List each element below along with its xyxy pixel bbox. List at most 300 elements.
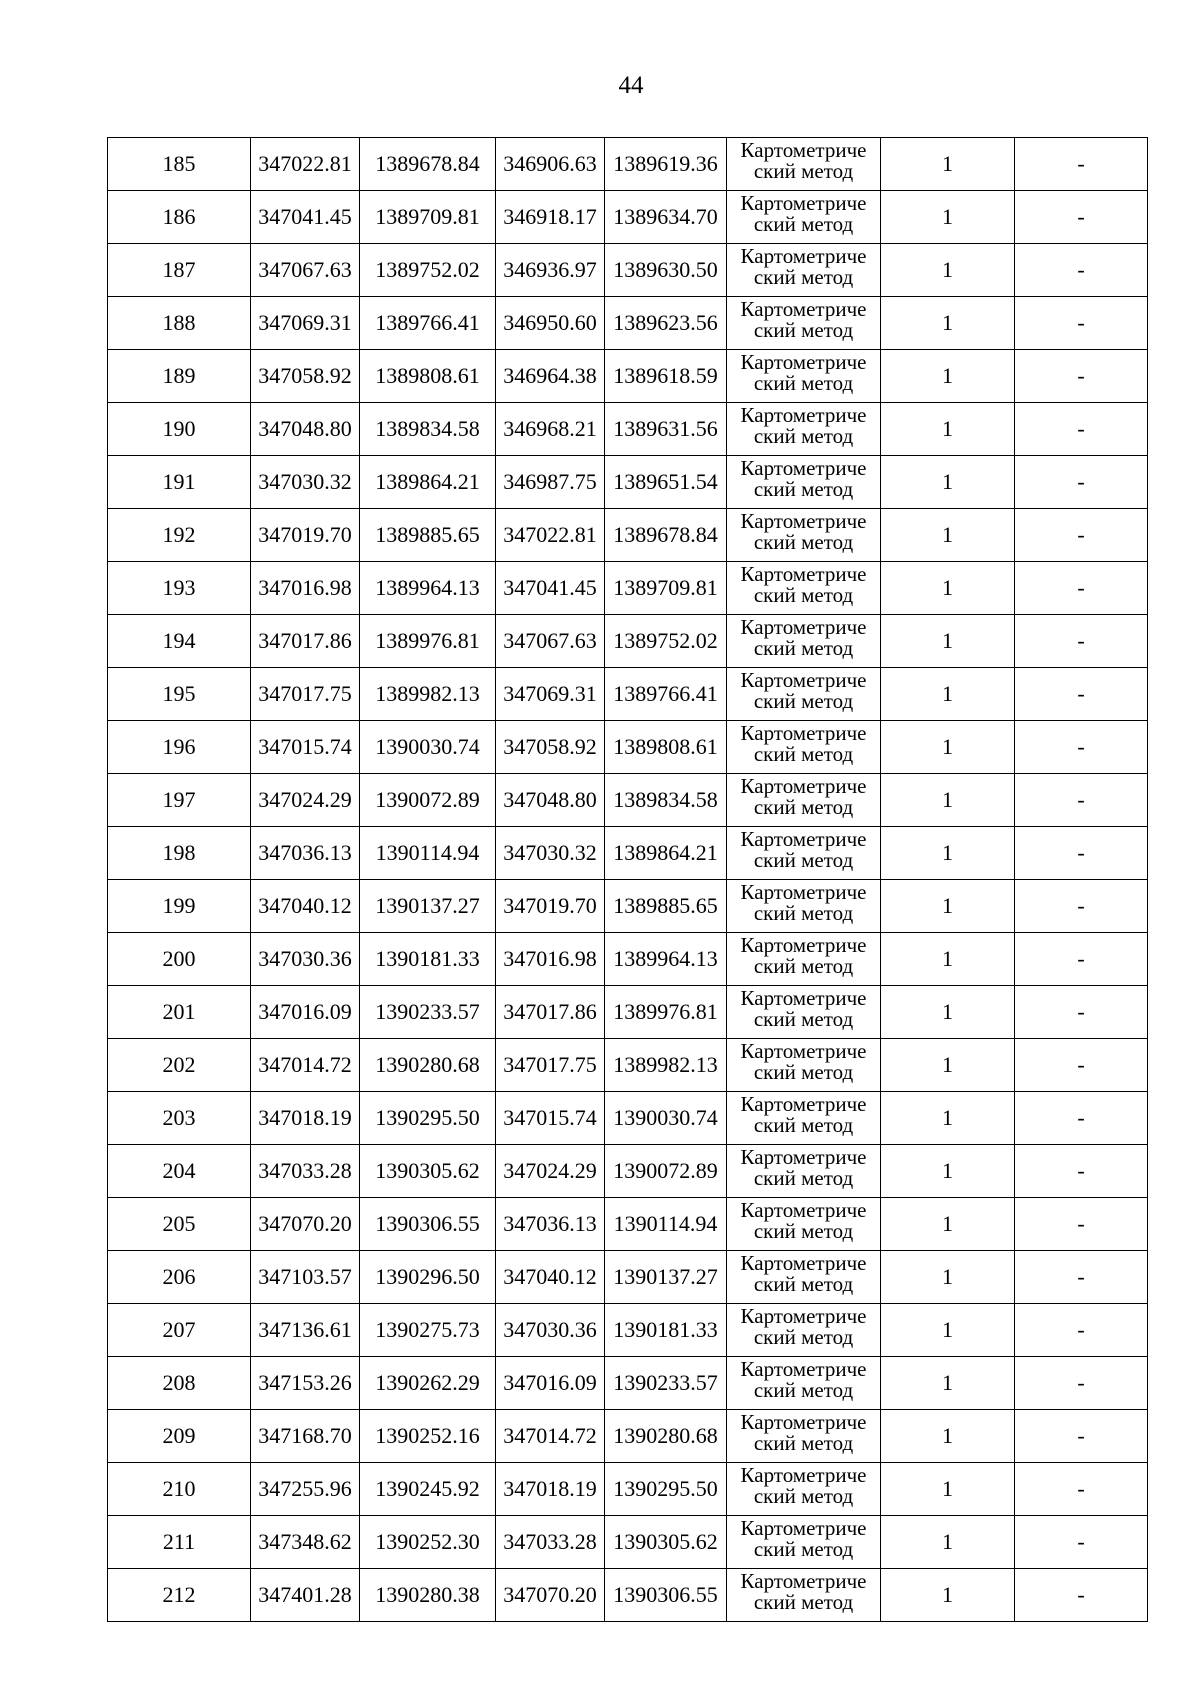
point-number-cell: 206 bbox=[108, 1251, 251, 1304]
x-coordinate-cell: 347014.72 bbox=[251, 1039, 360, 1092]
x-coordinate-prev-cell: 347016.09 bbox=[496, 1357, 605, 1410]
x-coordinate-cell: 347024.29 bbox=[251, 774, 360, 827]
method-line-2: ский метод bbox=[753, 477, 854, 501]
note-cell: - bbox=[1015, 933, 1148, 986]
accuracy-cell: 1 bbox=[881, 933, 1015, 986]
point-number-cell: 204 bbox=[108, 1145, 251, 1198]
method-cell bbox=[727, 1569, 881, 1622]
table-row bbox=[108, 933, 1148, 986]
y-coordinate-prev-cell: 1389982.13 bbox=[605, 1039, 727, 1092]
method-line-1: Картометриче bbox=[740, 191, 867, 215]
method-line-1: Картометриче bbox=[740, 1251, 867, 1275]
y-coordinate-prev-cell: 1389766.41 bbox=[605, 668, 727, 721]
method-line-1: Картометриче bbox=[740, 1198, 867, 1222]
method-line-2: ский метод bbox=[753, 689, 854, 713]
x-coordinate-cell: 347153.26 bbox=[251, 1357, 360, 1410]
table-row bbox=[108, 244, 1148, 297]
x-coordinate-prev-cell: 347041.45 bbox=[496, 562, 605, 615]
table-row bbox=[108, 880, 1148, 933]
method-line-2: ский метод bbox=[753, 954, 854, 978]
method-cell bbox=[727, 1516, 881, 1569]
table-row bbox=[108, 774, 1148, 827]
x-coordinate-prev-cell: 347069.31 bbox=[496, 668, 605, 721]
method-line-1: Картометриче bbox=[740, 562, 867, 586]
point-number-cell: 190 bbox=[108, 403, 251, 456]
x-coordinate-cell: 347040.12 bbox=[251, 880, 360, 933]
method-line-2: ский метод bbox=[753, 1060, 854, 1084]
x-coordinate-prev-cell: 347019.70 bbox=[496, 880, 605, 933]
method-line-1: Картометриче bbox=[740, 244, 867, 268]
x-coordinate-cell: 347401.28 bbox=[251, 1569, 360, 1622]
note-cell: - bbox=[1015, 721, 1148, 774]
table-row bbox=[108, 615, 1148, 668]
y-coordinate-cell: 1390030.74 bbox=[360, 721, 496, 774]
y-coordinate-cell: 1390295.50 bbox=[360, 1092, 496, 1145]
table-row bbox=[108, 1304, 1148, 1357]
y-coordinate-cell: 1389808.61 bbox=[360, 350, 496, 403]
note-cell: - bbox=[1015, 456, 1148, 509]
point-number-cell: 203 bbox=[108, 1092, 251, 1145]
y-coordinate-cell: 1389752.02 bbox=[360, 244, 496, 297]
y-coordinate-cell: 1390296.50 bbox=[360, 1251, 496, 1304]
y-coordinate-prev-cell: 1390181.33 bbox=[605, 1304, 727, 1357]
page-number: 44 bbox=[618, 72, 644, 99]
method-cell bbox=[727, 1304, 881, 1357]
method-line-2: ский метод bbox=[753, 742, 854, 766]
point-number-cell: 188 bbox=[108, 297, 251, 350]
point-number-cell: 195 bbox=[108, 668, 251, 721]
table-row bbox=[108, 1039, 1148, 1092]
point-number-cell: 200 bbox=[108, 933, 251, 986]
point-number-cell: 205 bbox=[108, 1198, 251, 1251]
table-row bbox=[108, 1145, 1148, 1198]
x-coordinate-prev-cell: 347040.12 bbox=[496, 1251, 605, 1304]
table-row bbox=[108, 1569, 1148, 1622]
point-number-cell: 199 bbox=[108, 880, 251, 933]
x-coordinate-cell: 347030.36 bbox=[251, 933, 360, 986]
accuracy-cell: 1 bbox=[881, 1569, 1015, 1622]
y-coordinate-prev-cell: 1390072.89 bbox=[605, 1145, 727, 1198]
x-coordinate-cell: 347168.70 bbox=[251, 1410, 360, 1463]
method-line-2: ский метод bbox=[753, 1272, 854, 1296]
point-number-cell: 212 bbox=[108, 1569, 251, 1622]
method-cell bbox=[727, 933, 881, 986]
method-line-1: Картометриче bbox=[740, 1410, 867, 1434]
method-line-2: ский метод bbox=[753, 1166, 854, 1190]
accuracy-cell: 1 bbox=[881, 880, 1015, 933]
y-coordinate-prev-cell: 1389752.02 bbox=[605, 615, 727, 668]
note-cell: - bbox=[1015, 668, 1148, 721]
method-line-2: ский метод bbox=[753, 1113, 854, 1137]
accuracy-cell: 1 bbox=[881, 1304, 1015, 1357]
point-number-cell: 202 bbox=[108, 1039, 251, 1092]
table-row bbox=[108, 1198, 1148, 1251]
note-cell: - bbox=[1015, 1463, 1148, 1516]
x-coordinate-prev-cell: 347030.36 bbox=[496, 1304, 605, 1357]
method-line-1: Картометриче bbox=[740, 1357, 867, 1381]
y-coordinate-cell: 1389885.65 bbox=[360, 509, 496, 562]
x-coordinate-cell: 347018.19 bbox=[251, 1092, 360, 1145]
note-cell: - bbox=[1015, 880, 1148, 933]
table-row bbox=[108, 721, 1148, 774]
y-coordinate-cell: 1390114.94 bbox=[360, 827, 496, 880]
x-coordinate-cell: 347255.96 bbox=[251, 1463, 360, 1516]
method-line-1: Картометриче bbox=[740, 138, 867, 162]
accuracy-cell: 1 bbox=[881, 1357, 1015, 1410]
accuracy-cell: 1 bbox=[881, 403, 1015, 456]
point-number-cell: 194 bbox=[108, 615, 251, 668]
method-cell bbox=[727, 1410, 881, 1463]
y-coordinate-prev-cell: 1389618.59 bbox=[605, 350, 727, 403]
y-coordinate-cell: 1389964.13 bbox=[360, 562, 496, 615]
table-body bbox=[108, 138, 1148, 1622]
method-cell bbox=[727, 1357, 881, 1410]
accuracy-cell: 1 bbox=[881, 1516, 1015, 1569]
method-cell bbox=[727, 1145, 881, 1198]
method-line-2: ский метод bbox=[753, 1590, 854, 1614]
method-line-1: Картометриче bbox=[740, 1039, 867, 1063]
x-coordinate-prev-cell: 347014.72 bbox=[496, 1410, 605, 1463]
x-coordinate-prev-cell: 347018.19 bbox=[496, 1463, 605, 1516]
method-line-2: ский метод bbox=[753, 159, 854, 183]
note-cell: - bbox=[1015, 403, 1148, 456]
point-number-cell: 192 bbox=[108, 509, 251, 562]
method-line-1: Картометриче bbox=[740, 1304, 867, 1328]
y-coordinate-prev-cell: 1389678.84 bbox=[605, 509, 727, 562]
table-row bbox=[108, 986, 1148, 1039]
method-cell bbox=[727, 1092, 881, 1145]
note-cell: - bbox=[1015, 1569, 1148, 1622]
method-line-2: ский метод bbox=[753, 318, 854, 342]
method-cell bbox=[727, 1463, 881, 1516]
y-coordinate-prev-cell: 1389631.56 bbox=[605, 403, 727, 456]
method-cell bbox=[727, 350, 881, 403]
x-coordinate-prev-cell: 347036.13 bbox=[496, 1198, 605, 1251]
y-coordinate-cell: 1389709.81 bbox=[360, 191, 496, 244]
x-coordinate-prev-cell: 347048.80 bbox=[496, 774, 605, 827]
table-row bbox=[108, 1463, 1148, 1516]
method-cell bbox=[727, 880, 881, 933]
method-cell bbox=[727, 403, 881, 456]
point-number-cell: 211 bbox=[108, 1516, 251, 1569]
table-row bbox=[108, 562, 1148, 615]
note-cell: - bbox=[1015, 827, 1148, 880]
x-coordinate-cell: 347036.13 bbox=[251, 827, 360, 880]
table-row bbox=[108, 1092, 1148, 1145]
y-coordinate-prev-cell: 1389808.61 bbox=[605, 721, 727, 774]
method-line-2: ский метод bbox=[753, 530, 854, 554]
x-coordinate-cell: 347015.74 bbox=[251, 721, 360, 774]
method-cell bbox=[727, 1251, 881, 1304]
accuracy-cell: 1 bbox=[881, 1463, 1015, 1516]
note-cell: - bbox=[1015, 986, 1148, 1039]
accuracy-cell: 1 bbox=[881, 244, 1015, 297]
method-cell bbox=[727, 297, 881, 350]
y-coordinate-cell: 1389678.84 bbox=[360, 138, 496, 191]
x-coordinate-prev-cell: 347022.81 bbox=[496, 509, 605, 562]
method-line-2: ский метод bbox=[753, 795, 854, 819]
note-cell: - bbox=[1015, 615, 1148, 668]
point-number-cell: 208 bbox=[108, 1357, 251, 1410]
x-coordinate-cell: 347069.31 bbox=[251, 297, 360, 350]
note-cell: - bbox=[1015, 138, 1148, 191]
y-coordinate-cell: 1389766.41 bbox=[360, 297, 496, 350]
y-coordinate-prev-cell: 1390137.27 bbox=[605, 1251, 727, 1304]
y-coordinate-prev-cell: 1389834.58 bbox=[605, 774, 727, 827]
note-cell: - bbox=[1015, 1145, 1148, 1198]
accuracy-cell: 1 bbox=[881, 721, 1015, 774]
method-cell bbox=[727, 1039, 881, 1092]
table-row bbox=[108, 827, 1148, 880]
method-line-1: Картометриче bbox=[740, 1516, 867, 1540]
method-line-2: ский метод bbox=[753, 901, 854, 925]
accuracy-cell: 1 bbox=[881, 1198, 1015, 1251]
point-number-cell: 210 bbox=[108, 1463, 251, 1516]
method-line-1: Картометриче bbox=[740, 986, 867, 1010]
table-row bbox=[108, 668, 1148, 721]
method-line-1: Картометриче bbox=[740, 774, 867, 798]
x-coordinate-cell: 347030.32 bbox=[251, 456, 360, 509]
accuracy-cell: 1 bbox=[881, 827, 1015, 880]
x-coordinate-cell: 347067.63 bbox=[251, 244, 360, 297]
method-line-2: ский метод bbox=[753, 636, 854, 660]
y-coordinate-prev-cell: 1390305.62 bbox=[605, 1516, 727, 1569]
x-coordinate-cell: 347019.70 bbox=[251, 509, 360, 562]
y-coordinate-prev-cell: 1390280.68 bbox=[605, 1410, 727, 1463]
point-number-cell: 191 bbox=[108, 456, 251, 509]
table-row bbox=[108, 1516, 1148, 1569]
coordinates-table bbox=[107, 137, 1148, 1622]
method-cell bbox=[727, 509, 881, 562]
y-coordinate-prev-cell: 1389709.81 bbox=[605, 562, 727, 615]
accuracy-cell: 1 bbox=[881, 297, 1015, 350]
x-coordinate-prev-cell: 346906.63 bbox=[496, 138, 605, 191]
point-number-cell: 186 bbox=[108, 191, 251, 244]
note-cell: - bbox=[1015, 1092, 1148, 1145]
x-coordinate-cell: 347022.81 bbox=[251, 138, 360, 191]
note-cell: - bbox=[1015, 1410, 1148, 1463]
x-coordinate-cell: 347016.98 bbox=[251, 562, 360, 615]
y-coordinate-cell: 1389976.81 bbox=[360, 615, 496, 668]
accuracy-cell: 1 bbox=[881, 774, 1015, 827]
y-coordinate-cell: 1390252.16 bbox=[360, 1410, 496, 1463]
note-cell: - bbox=[1015, 1039, 1148, 1092]
note-cell: - bbox=[1015, 1357, 1148, 1410]
method-cell bbox=[727, 721, 881, 774]
accuracy-cell: 1 bbox=[881, 138, 1015, 191]
point-number-cell: 201 bbox=[108, 986, 251, 1039]
method-cell bbox=[727, 456, 881, 509]
x-coordinate-prev-cell: 347017.86 bbox=[496, 986, 605, 1039]
method-line-2: ский метод bbox=[753, 1219, 854, 1243]
x-coordinate-prev-cell: 347016.98 bbox=[496, 933, 605, 986]
method-cell bbox=[727, 986, 881, 1039]
method-line-2: ский метод bbox=[753, 1325, 854, 1349]
note-cell: - bbox=[1015, 297, 1148, 350]
y-coordinate-cell: 1390280.38 bbox=[360, 1569, 496, 1622]
method-cell bbox=[727, 138, 881, 191]
method-cell bbox=[727, 774, 881, 827]
method-cell bbox=[727, 615, 881, 668]
method-line-1: Картометриче bbox=[740, 297, 867, 321]
y-coordinate-cell: 1390275.73 bbox=[360, 1304, 496, 1357]
y-coordinate-cell: 1390306.55 bbox=[360, 1198, 496, 1251]
y-coordinate-prev-cell: 1389864.21 bbox=[605, 827, 727, 880]
method-line-2: ский метод bbox=[753, 424, 854, 448]
method-line-2: ский метод bbox=[753, 1378, 854, 1402]
method-line-1: Картометриче bbox=[740, 1145, 867, 1169]
y-coordinate-cell: 1389834.58 bbox=[360, 403, 496, 456]
x-coordinate-prev-cell: 346968.21 bbox=[496, 403, 605, 456]
y-coordinate-cell: 1389982.13 bbox=[360, 668, 496, 721]
point-number-cell: 187 bbox=[108, 244, 251, 297]
y-coordinate-prev-cell: 1389976.81 bbox=[605, 986, 727, 1039]
point-number-cell: 207 bbox=[108, 1304, 251, 1357]
x-coordinate-prev-cell: 347058.92 bbox=[496, 721, 605, 774]
accuracy-cell: 1 bbox=[881, 615, 1015, 668]
x-coordinate-prev-cell: 346964.38 bbox=[496, 350, 605, 403]
x-coordinate-prev-cell: 346936.97 bbox=[496, 244, 605, 297]
accuracy-cell: 1 bbox=[881, 350, 1015, 403]
point-number-cell: 193 bbox=[108, 562, 251, 615]
method-line-2: ский метод bbox=[753, 1431, 854, 1455]
accuracy-cell: 1 bbox=[881, 456, 1015, 509]
y-coordinate-prev-cell: 1389885.65 bbox=[605, 880, 727, 933]
note-cell: - bbox=[1015, 191, 1148, 244]
x-coordinate-prev-cell: 347067.63 bbox=[496, 615, 605, 668]
method-line-1: Картометриче bbox=[740, 1463, 867, 1487]
method-cell bbox=[727, 827, 881, 880]
accuracy-cell: 1 bbox=[881, 562, 1015, 615]
method-line-1: Картометриче bbox=[740, 350, 867, 374]
method-line-1: Картометриче bbox=[740, 615, 867, 639]
method-line-2: ский метод bbox=[753, 1537, 854, 1561]
x-coordinate-prev-cell: 346987.75 bbox=[496, 456, 605, 509]
y-coordinate-prev-cell: 1390306.55 bbox=[605, 1569, 727, 1622]
note-cell: - bbox=[1015, 350, 1148, 403]
table-row bbox=[108, 191, 1148, 244]
method-line-2: ский метод bbox=[753, 212, 854, 236]
note-cell: - bbox=[1015, 1304, 1148, 1357]
accuracy-cell: 1 bbox=[881, 1145, 1015, 1198]
table-row bbox=[108, 1251, 1148, 1304]
y-coordinate-prev-cell: 1389623.56 bbox=[605, 297, 727, 350]
accuracy-cell: 1 bbox=[881, 668, 1015, 721]
y-coordinate-prev-cell: 1390030.74 bbox=[605, 1092, 727, 1145]
x-coordinate-cell: 347033.28 bbox=[251, 1145, 360, 1198]
point-number-cell: 196 bbox=[108, 721, 251, 774]
method-line-1: Картометриче bbox=[740, 1092, 867, 1116]
x-coordinate-cell: 347070.20 bbox=[251, 1198, 360, 1251]
method-cell bbox=[727, 668, 881, 721]
note-cell: - bbox=[1015, 1251, 1148, 1304]
y-coordinate-cell: 1390262.29 bbox=[360, 1357, 496, 1410]
y-coordinate-cell: 1390181.33 bbox=[360, 933, 496, 986]
x-coordinate-prev-cell: 346918.17 bbox=[496, 191, 605, 244]
y-coordinate-prev-cell: 1390114.94 bbox=[605, 1198, 727, 1251]
method-line-2: ский метод bbox=[753, 265, 854, 289]
table-row bbox=[108, 1357, 1148, 1410]
table-row bbox=[108, 403, 1148, 456]
x-coordinate-cell: 347136.61 bbox=[251, 1304, 360, 1357]
note-cell: - bbox=[1015, 1516, 1148, 1569]
table-row bbox=[108, 350, 1148, 403]
point-number-cell: 185 bbox=[108, 138, 251, 191]
point-number-cell: 198 bbox=[108, 827, 251, 880]
method-line-2: ский метод bbox=[753, 371, 854, 395]
method-line-2: ский метод bbox=[753, 848, 854, 872]
x-coordinate-prev-cell: 347030.32 bbox=[496, 827, 605, 880]
method-cell bbox=[727, 244, 881, 297]
note-cell: - bbox=[1015, 509, 1148, 562]
accuracy-cell: 1 bbox=[881, 986, 1015, 1039]
method-line-1: Картометриче bbox=[740, 1569, 867, 1593]
note-cell: - bbox=[1015, 244, 1148, 297]
accuracy-cell: 1 bbox=[881, 1251, 1015, 1304]
method-cell bbox=[727, 562, 881, 615]
y-coordinate-cell: 1390245.92 bbox=[360, 1463, 496, 1516]
x-coordinate-cell: 347017.86 bbox=[251, 615, 360, 668]
y-coordinate-cell: 1389864.21 bbox=[360, 456, 496, 509]
x-coordinate-cell: 347041.45 bbox=[251, 191, 360, 244]
y-coordinate-prev-cell: 1389651.54 bbox=[605, 456, 727, 509]
method-line-1: Картометриче bbox=[740, 403, 867, 427]
table-row bbox=[108, 509, 1148, 562]
x-coordinate-prev-cell: 347070.20 bbox=[496, 1569, 605, 1622]
y-coordinate-cell: 1390252.30 bbox=[360, 1516, 496, 1569]
y-coordinate-prev-cell: 1389619.36 bbox=[605, 138, 727, 191]
note-cell: - bbox=[1015, 562, 1148, 615]
accuracy-cell: 1 bbox=[881, 1092, 1015, 1145]
table-row bbox=[108, 1410, 1148, 1463]
method-line-1: Картометриче bbox=[740, 880, 867, 904]
x-coordinate-cell: 347348.62 bbox=[251, 1516, 360, 1569]
y-coordinate-prev-cell: 1389630.50 bbox=[605, 244, 727, 297]
x-coordinate-prev-cell: 347017.75 bbox=[496, 1039, 605, 1092]
x-coordinate-prev-cell: 347015.74 bbox=[496, 1092, 605, 1145]
x-coordinate-cell: 347016.09 bbox=[251, 986, 360, 1039]
x-coordinate-prev-cell: 346950.60 bbox=[496, 297, 605, 350]
x-coordinate-cell: 347103.57 bbox=[251, 1251, 360, 1304]
accuracy-cell: 1 bbox=[881, 1410, 1015, 1463]
point-number-cell: 209 bbox=[108, 1410, 251, 1463]
table-row bbox=[108, 138, 1148, 191]
method-line-2: ский метод bbox=[753, 1484, 854, 1508]
x-coordinate-cell: 347017.75 bbox=[251, 668, 360, 721]
note-cell: - bbox=[1015, 774, 1148, 827]
x-coordinate-cell: 347048.80 bbox=[251, 403, 360, 456]
y-coordinate-cell: 1390280.68 bbox=[360, 1039, 496, 1092]
method-line-2: ский метод bbox=[753, 1007, 854, 1031]
method-line-1: Картометриче bbox=[740, 933, 867, 957]
y-coordinate-cell: 1390072.89 bbox=[360, 774, 496, 827]
table-row bbox=[108, 297, 1148, 350]
y-coordinate-cell: 1390137.27 bbox=[360, 880, 496, 933]
table-row bbox=[108, 456, 1148, 509]
y-coordinate-prev-cell: 1390233.57 bbox=[605, 1357, 727, 1410]
method-cell bbox=[727, 191, 881, 244]
method-line-1: Картометриче bbox=[740, 456, 867, 480]
method-line-2: ский метод bbox=[753, 583, 854, 607]
y-coordinate-prev-cell: 1389634.70 bbox=[605, 191, 727, 244]
point-number-cell: 189 bbox=[108, 350, 251, 403]
x-coordinate-prev-cell: 347024.29 bbox=[496, 1145, 605, 1198]
y-coordinate-cell: 1390305.62 bbox=[360, 1145, 496, 1198]
accuracy-cell: 1 bbox=[881, 191, 1015, 244]
accuracy-cell: 1 bbox=[881, 509, 1015, 562]
method-line-1: Картометриче bbox=[740, 721, 867, 745]
y-coordinate-prev-cell: 1389964.13 bbox=[605, 933, 727, 986]
